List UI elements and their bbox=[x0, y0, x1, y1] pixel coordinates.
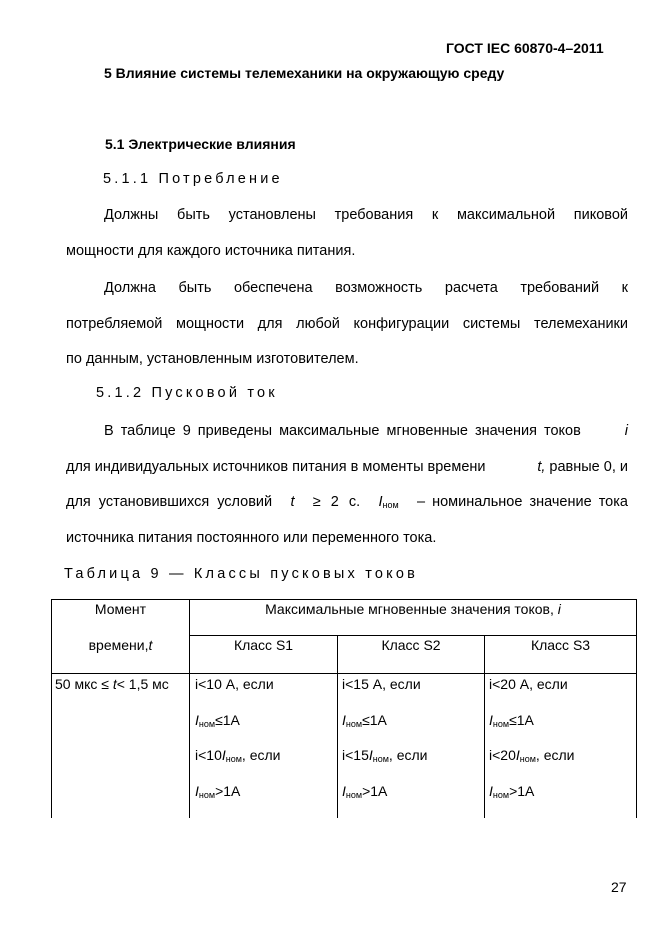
table-col-divider-2 bbox=[337, 635, 338, 818]
section-title: 5 Влияние системы телемеханики на окружающую среду bbox=[104, 65, 505, 81]
row-time-range: 50 мкс ≤ t< 1,5 мс bbox=[55, 676, 169, 692]
subsection-title: 5.1 Электрические влияния bbox=[105, 136, 296, 152]
table-subheader-border bbox=[189, 635, 637, 636]
p3-line-1-text: В таблице 9 приведены максимальные мгновенные значения токов bbox=[104, 423, 581, 439]
p3-var-t2: t bbox=[290, 494, 295, 510]
table-col-divider-1 bbox=[189, 599, 190, 818]
p3-line-3-d: – номинальное значение тока bbox=[416, 494, 628, 510]
table-col-divider-3 bbox=[484, 635, 485, 818]
document-code: ГОСТ IEC 60870-4–2011 bbox=[446, 40, 604, 56]
paragraph-2-line-1: Должна быть обеспечена возможность расчета требований к bbox=[104, 280, 628, 296]
paragraph-2-line-3: по данным, установленным изготовителем. bbox=[66, 351, 359, 367]
paragraph-2-line-2: потребляемой мощности для любой конфигурации системы телемеханики bbox=[66, 316, 628, 332]
paragraph-3-line-2 bbox=[66, 459, 628, 475]
s3-line-1: i<20 А, если bbox=[489, 676, 568, 692]
paragraph-3-line-3 bbox=[66, 494, 628, 510]
clause-title-inrush: 5.1.2 Пусковой ток bbox=[96, 385, 278, 401]
s2-line-3: $i<15I_{ном}$, если bbox=[342, 747, 428, 764]
table-caption: Таблица 9 — Классы пусковых токов bbox=[64, 566, 419, 582]
paragraph-1-line-1: Должны быть установлены требования к максимальной пиковой bbox=[104, 207, 628, 223]
class-s1-header: Класс S1 bbox=[233, 637, 294, 653]
class-s2-header: Класс S2 bbox=[381, 637, 441, 653]
table-right-border bbox=[636, 599, 637, 818]
paragraph-1-line-2: мощности для каждого источника питания. bbox=[66, 243, 356, 259]
s2-line-1: i<15 А, если bbox=[342, 676, 421, 692]
s1-line-1: i<10 А, если bbox=[195, 676, 274, 692]
p3-line-2-tail: равные 0, и bbox=[549, 459, 628, 475]
col-time-header-line-2: времени,t bbox=[88, 637, 153, 653]
s3-line-4: $I_{ном}>1А$ bbox=[489, 783, 535, 800]
p3-line-2-text: для индивидуальных источников питания в моменты времени bbox=[66, 459, 486, 475]
var-t: t, bbox=[537, 459, 546, 475]
s1-line-4: $I_{ном}>1А$ bbox=[195, 783, 241, 800]
class-s3-header: Класс S3 bbox=[530, 637, 591, 653]
paragraph-3-line-1 bbox=[104, 423, 628, 439]
var-i: i bbox=[624, 423, 628, 439]
p3-line-3-a: для установившихся условий bbox=[66, 494, 273, 510]
s3-line-2: $I_{ном}\le 1А$ bbox=[489, 712, 534, 729]
clause-title-consumption: 5.1.1 Потребление bbox=[103, 171, 283, 187]
group-header: Максимальные мгновенные значения токов, i bbox=[265, 601, 561, 617]
s1-line-3: $i<10I_{ном}$, если bbox=[195, 747, 281, 764]
s2-line-2: $I_{ном}\le 1А$ bbox=[342, 712, 387, 729]
table-left-border bbox=[51, 599, 52, 818]
table-top-border bbox=[51, 599, 637, 600]
page-number: 27 bbox=[611, 879, 627, 895]
col-time-header-line-1: Момент bbox=[94, 601, 147, 617]
table-header-bottom-border bbox=[51, 673, 637, 674]
s1-line-2: $I_{ном}\le 1А$ bbox=[195, 712, 240, 729]
p3-line-3-c: ≥ 2 с. bbox=[312, 494, 361, 510]
s3-line-3: $i<20I_{ном}$, если bbox=[489, 747, 575, 764]
paragraph-3-line-4: источника питания постоянного или переменного тока. bbox=[66, 530, 437, 546]
s2-line-4: $I_{ном}>1А$ bbox=[342, 783, 388, 800]
p3-inom: $I_{ном}$ bbox=[378, 494, 399, 510]
